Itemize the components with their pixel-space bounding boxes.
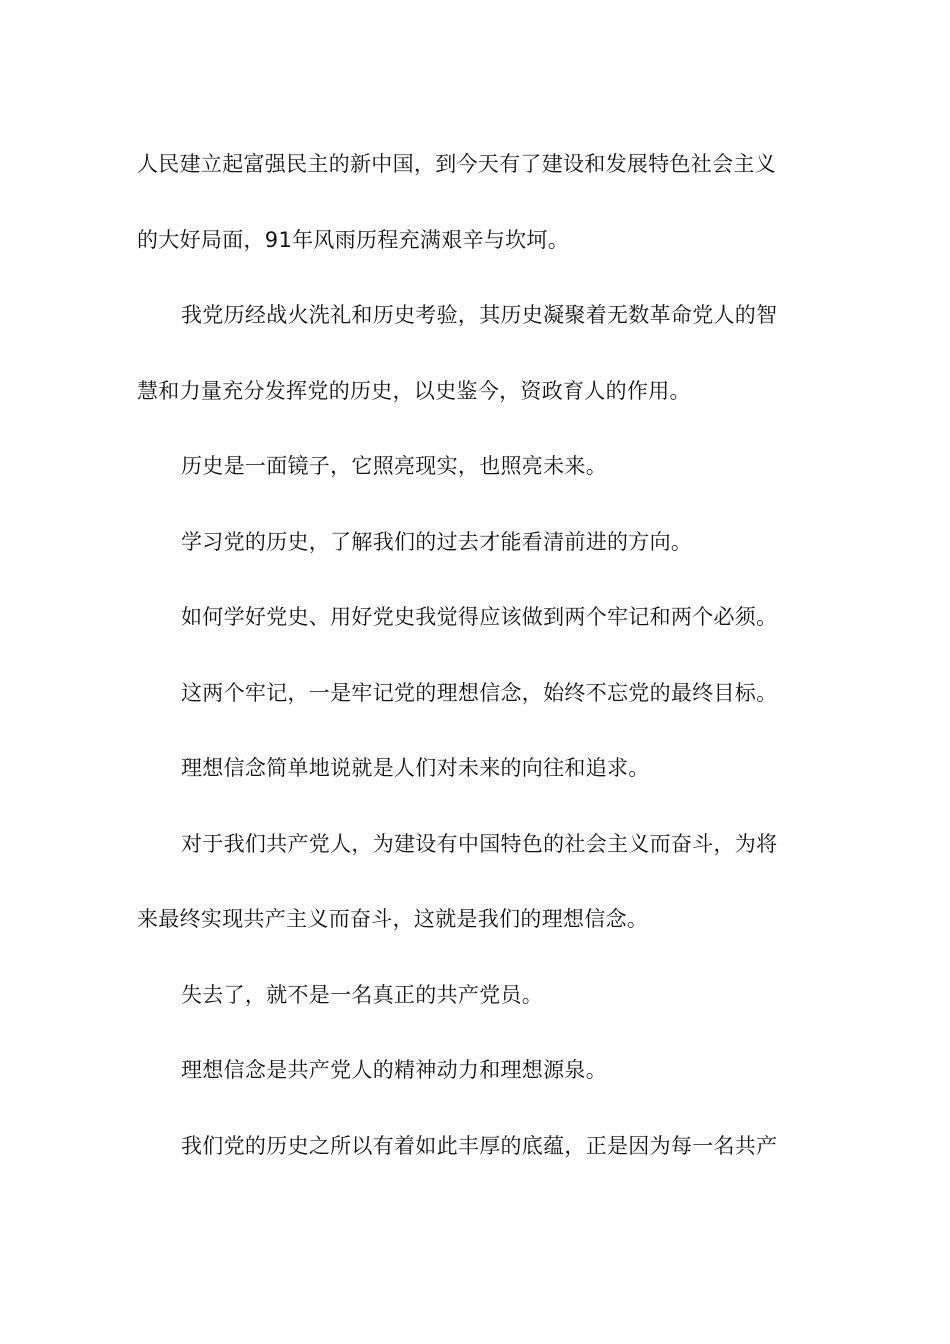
paragraph-line: 学习党的历史，了解我们的过去才能看清前进的方向。 <box>181 529 693 554</box>
paragraph-line: 对于我们共产党人，为建设有中国特色的社会主义而奋斗，为将 <box>181 831 778 856</box>
document-body <box>137 143 817 1200</box>
paragraph-line: 失去了，就不是一名真正的共产党员。 <box>181 982 544 1007</box>
paragraph-line: 理想信念简单地说就是人们对未来的向往和追求。 <box>181 756 650 780</box>
text-line: 来最终实现共产主义而奋斗，这就是我们的理想信念。 <box>137 907 649 931</box>
paragraph-line: 我党历经战火洗礼和历史考验，其历史凝聚着无数革命党人的智 <box>181 303 778 327</box>
paragraph-line: 理想信念是共产党人的精神动力和理想源泉。 <box>181 1058 607 1082</box>
text-line: 人民建立起富强民主的新中国，到今天有了建设和发展特色社会主义 <box>137 152 776 176</box>
text-line: 慧和力量充分发挥党的历史，以史鉴今，资政育人的作用。 <box>137 378 691 403</box>
paragraph-line: 历史是一面镜子，它照亮现实，也照亮未来。 <box>181 454 607 478</box>
paragraph-line: 这两个牢记，一是牢记党的理想信念，始终不忘党的最终目标。 <box>181 680 778 705</box>
paragraph-line: 我们党的历史之所以有着如此丰厚的底蕴，正是因为每一名共产 <box>181 1133 778 1158</box>
text-line: 的大好局面，91年风雨历程充满艰辛与坎坷。 <box>137 227 570 252</box>
paragraph-line: 如何学好党史、用好党史我觉得应该做到两个牢记和两个必须。 <box>181 605 778 629</box>
